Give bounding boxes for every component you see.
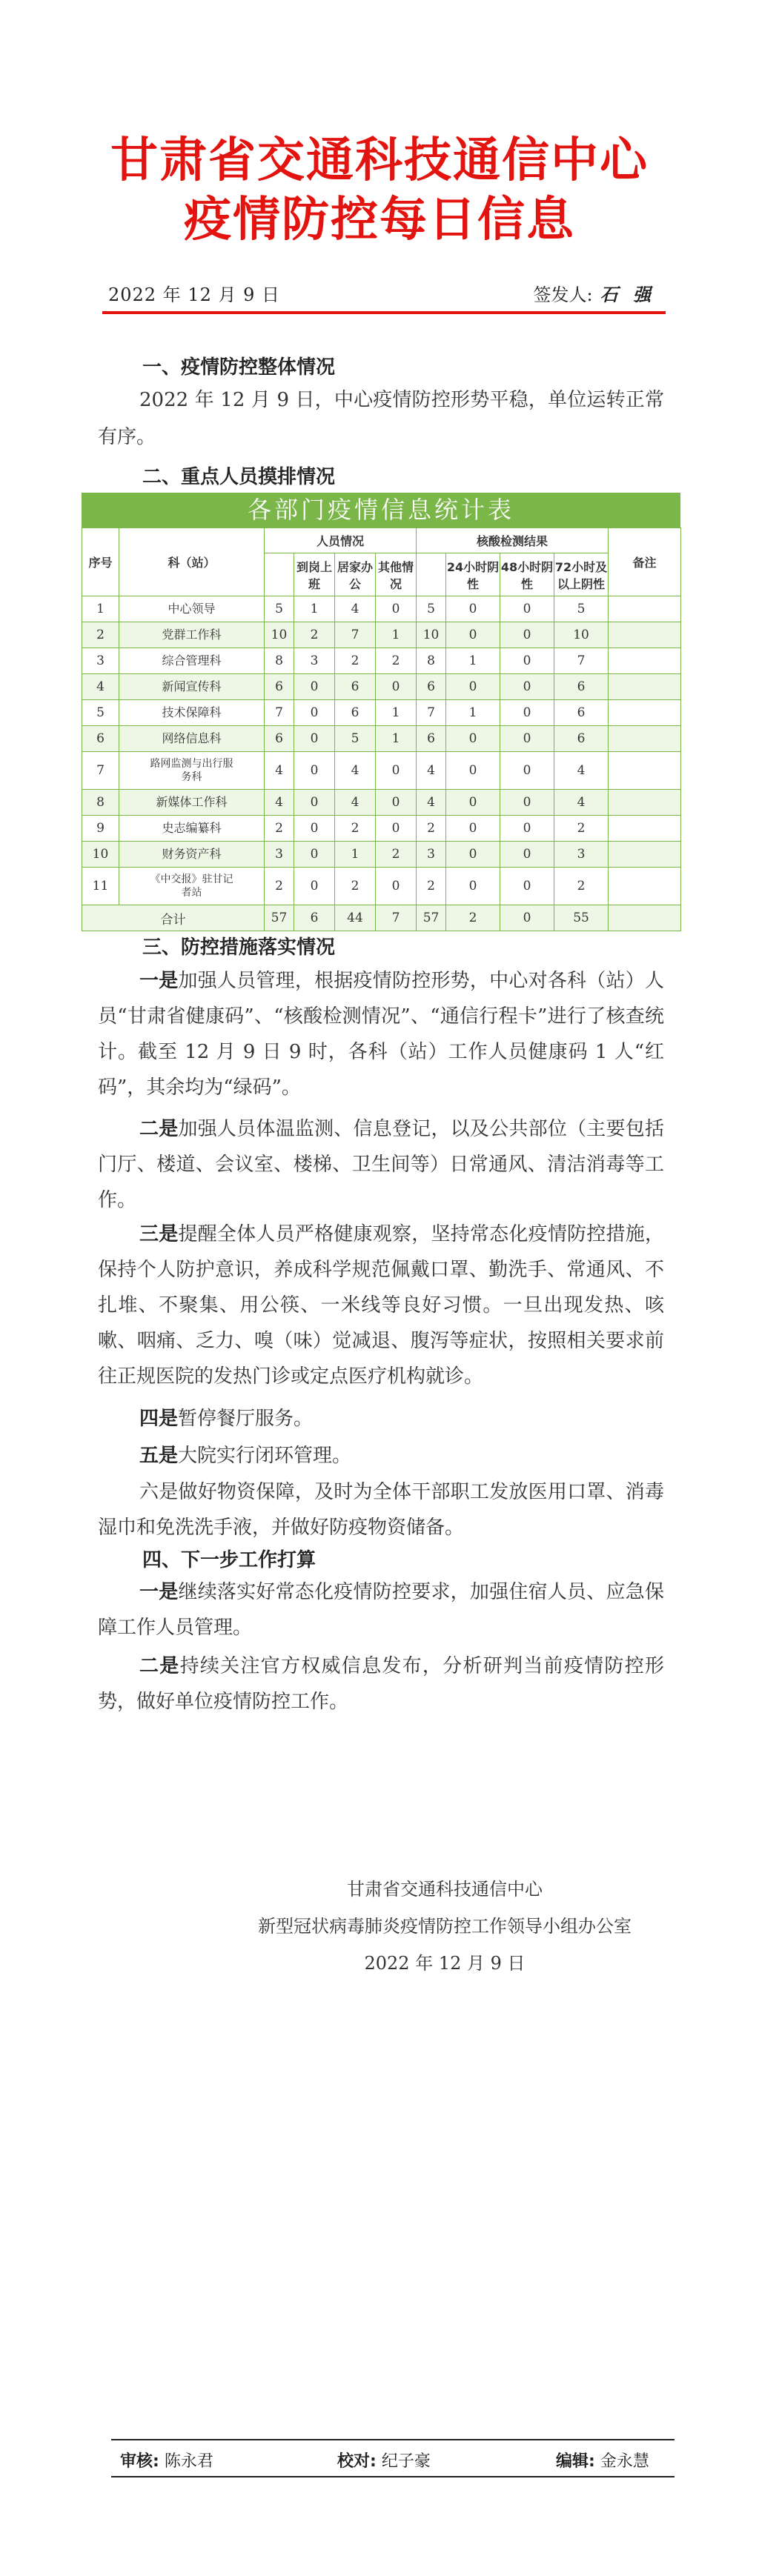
cell-remark xyxy=(609,596,681,622)
table-row xyxy=(82,816,681,842)
cell-tested: 8 xyxy=(417,648,446,674)
cell-tested: 6 xyxy=(417,674,446,700)
table-row xyxy=(82,674,681,700)
cell-h24: 0 xyxy=(446,726,500,752)
cell-other: 0 xyxy=(376,752,417,790)
cell-tested: 2 xyxy=(417,816,446,842)
measure-1-lead: 一是 xyxy=(139,970,179,992)
cell-h24: 0 xyxy=(446,674,500,700)
plan-1 xyxy=(98,1574,664,1645)
red-divider xyxy=(102,311,666,314)
cell-home: 5 xyxy=(335,726,376,752)
plan-2 xyxy=(98,1648,664,1720)
cell-h48: 0 xyxy=(500,648,554,674)
cell-tested: 3 xyxy=(417,842,446,868)
review-name: 陈永君 xyxy=(164,2452,213,2471)
cell-h48: 0 xyxy=(500,700,554,726)
plan-2-text: 持续关注官方权威信息发布，分析研判当前疫情防控形势，做好单位疫情防控工作。 xyxy=(98,1655,664,1713)
measure-1-text: 加强人员管理，根据疫情防控形势，中心对各科（站）人员“甘肃省健康码”、“核酸检测情况”、“通信行程卡”进行了核查统计。截至 12 月 9 日 9 时，各科（站）工作人员健康码 1 人“红码”，其余均为“绿码”。 xyxy=(98,970,664,1099)
review-label: 审核: xyxy=(120,2452,159,2471)
header-onsite: 到岗上班 xyxy=(294,553,335,596)
header-other: 其他情况 xyxy=(376,553,417,596)
cell-total: 2 xyxy=(265,816,294,842)
signer-name: 石 强 xyxy=(600,284,655,305)
cell-total-label: 合计 xyxy=(82,905,265,931)
cell-tested: 10 xyxy=(417,622,446,648)
measure-5-text: 大院实行闭环管理。 xyxy=(178,1445,352,1467)
cell-total: 5 xyxy=(265,596,294,622)
cell-other: 0 xyxy=(376,790,417,816)
cell-h24: 1 xyxy=(446,700,500,726)
cell-seq: 3 xyxy=(82,648,119,674)
cell-tested: 2 xyxy=(417,868,446,905)
cell-total: 3 xyxy=(265,842,294,868)
cell-home: 4 xyxy=(335,596,376,622)
cell-total: 4 xyxy=(265,790,294,816)
sign-org: 甘肃省交通科技通信中心 xyxy=(347,1879,543,1900)
table-title: 各部门疫情信息统计表 xyxy=(82,493,680,527)
cell-remark xyxy=(609,674,681,700)
cell-h24: 1 xyxy=(446,648,500,674)
cell-total: 6 xyxy=(265,674,294,700)
cell-total-home: 44 xyxy=(335,905,376,931)
cell-h24: 0 xyxy=(446,596,500,622)
measure-2-text: 加强人员体温监测、信息登记，以及公共部位（主要包括门厅、楼道、会议室、楼梯、卫生间等）日常通风、清洁消毒等工作。 xyxy=(98,1118,664,1211)
cell-onsite: 0 xyxy=(294,700,335,726)
statistics-grid xyxy=(82,527,681,931)
cell-onsite: 0 xyxy=(294,674,335,700)
cell-h48: 0 xyxy=(500,726,554,752)
cell-dept: 新闻宣传科 xyxy=(119,674,265,700)
cell-seq: 7 xyxy=(82,752,119,790)
cell-total-tested: 57 xyxy=(417,905,446,931)
cell-dept: 中心领导 xyxy=(119,596,265,622)
header-blank xyxy=(265,553,294,596)
measure-3-lead: 三是 xyxy=(139,1223,179,1245)
issue-info xyxy=(102,280,666,307)
table-row xyxy=(82,790,681,816)
cell-h72: 2 xyxy=(554,816,609,842)
cell-seq: 10 xyxy=(82,842,119,868)
measure-6 xyxy=(98,1474,664,1545)
cell-seq: 5 xyxy=(82,700,119,726)
cell-remark xyxy=(609,648,681,674)
measure-4 xyxy=(98,1400,664,1437)
sign-office: 新型冠状病毒肺炎疫情防控工作领导小组办公室 xyxy=(258,1916,632,1937)
title-line-1: 甘肃省交通科技通信中心 xyxy=(110,133,649,188)
cell-home: 4 xyxy=(335,752,376,790)
cell-h48: 0 xyxy=(500,596,554,622)
title-line-2: 疫情防控每日信息 xyxy=(184,193,575,247)
cell-h72: 6 xyxy=(554,726,609,752)
cell-home: 2 xyxy=(335,868,376,905)
proof-label: 校对: xyxy=(337,2452,377,2471)
cell-h24: 0 xyxy=(446,622,500,648)
footer xyxy=(111,2449,675,2474)
table-row xyxy=(82,622,681,648)
cell-h24: 0 xyxy=(446,752,500,790)
cell-dept: 史志编纂科 xyxy=(119,816,265,842)
cell-remark xyxy=(609,700,681,726)
cell-other: 1 xyxy=(376,700,417,726)
cell-home: 7 xyxy=(335,622,376,648)
measure-4-lead: 四是 xyxy=(139,1408,179,1430)
statistics-table xyxy=(82,493,680,931)
cell-home: 2 xyxy=(335,816,376,842)
cell-h72: 10 xyxy=(554,622,609,648)
plan-1-text: 继续落实好常态化疫情防控要求，加强住宿人员、应急保障工作人员管理。 xyxy=(98,1581,664,1639)
cell-total-onsite: 6 xyxy=(294,905,335,931)
header-48h: 48小时阴 性 xyxy=(500,553,554,596)
cell-onsite: 2 xyxy=(294,622,335,648)
measure-3-text: 提醒全体人员严格健康观察，坚持常态化疫情防控措施，保持个人防护意识，养成科学规范佩戴口罩、勤洗手、常通风、不扎堆、不聚集、用公筷、一米线等良好习惯。一旦出现发热、咳嗽、咽痛、乏力、嗅（味）觉减退、腹泻等症状，按照相关要求前往正规医院的发热门诊或定点医疗机构就诊。 xyxy=(98,1223,664,1388)
cell-onsite: 0 xyxy=(294,790,335,816)
cell-other: 0 xyxy=(376,596,417,622)
measure-2 xyxy=(98,1111,664,1218)
header-test-group: 核酸检测结果 xyxy=(417,528,609,553)
cell-total-h24: 2 xyxy=(446,905,500,931)
table-body xyxy=(82,596,681,931)
cell-tested: 6 xyxy=(417,726,446,752)
section-4-heading: 四、下一步工作打算 xyxy=(142,1549,316,1571)
proof-name: 纪子豪 xyxy=(381,2452,431,2471)
cell-h48: 0 xyxy=(500,868,554,905)
cell-dept: 综合管理科 xyxy=(119,648,265,674)
cell-onsite: 1 xyxy=(294,596,335,622)
cell-seq: 11 xyxy=(82,868,119,905)
cell-h24: 0 xyxy=(446,790,500,816)
table-row xyxy=(82,596,681,622)
cell-total-remark xyxy=(609,905,681,931)
cell-home: 6 xyxy=(335,700,376,726)
cell-other: 1 xyxy=(376,622,417,648)
section-3-heading: 三、防控措施落实情况 xyxy=(142,936,336,959)
measure-5 xyxy=(98,1437,664,1474)
cell-h72: 7 xyxy=(554,648,609,674)
cell-h24: 0 xyxy=(446,868,500,905)
cell-total-h72: 55 xyxy=(554,905,609,931)
cell-dept: 财务资产科 xyxy=(119,842,265,868)
cell-dept: 技术保障科 xyxy=(119,700,265,726)
cell-remark xyxy=(609,868,681,905)
cell-total-total: 57 xyxy=(265,905,294,931)
cell-home: 4 xyxy=(335,790,376,816)
measure-5-lead: 五是 xyxy=(139,1445,179,1467)
cell-onsite: 0 xyxy=(294,816,335,842)
cell-remark xyxy=(609,752,681,790)
header-dept: 科（站） xyxy=(119,528,265,596)
cell-h72: 4 xyxy=(554,752,609,790)
cell-h72: 3 xyxy=(554,842,609,868)
cell-remark xyxy=(609,816,681,842)
cell-h48: 0 xyxy=(500,790,554,816)
footer-top-rule xyxy=(111,2439,675,2440)
table-row xyxy=(82,648,681,674)
cell-seq: 2 xyxy=(82,622,119,648)
cell-total: 7 xyxy=(265,700,294,726)
cell-h72: 2 xyxy=(554,868,609,905)
table-total-row xyxy=(82,905,681,931)
section-1-text: 2022 年 12 月 9 日，中心疫情防控形势平稳，单位运转正常有序。 xyxy=(98,389,664,448)
cell-other: 1 xyxy=(376,726,417,752)
table-row xyxy=(82,842,681,868)
cell-other: 0 xyxy=(376,674,417,700)
cell-home: 6 xyxy=(335,674,376,700)
cell-total: 4 xyxy=(265,752,294,790)
cell-h72: 4 xyxy=(554,790,609,816)
issue-date: 2022 年 12 月 9 日 xyxy=(108,284,281,305)
measure-3 xyxy=(98,1217,664,1394)
measure-4-text: 暂停餐厅服务。 xyxy=(178,1408,314,1430)
cell-h72: 6 xyxy=(554,700,609,726)
cell-tested: 4 xyxy=(417,790,446,816)
cell-h48: 0 xyxy=(500,816,554,842)
sign-date: 2022 年 12 月 9 日 xyxy=(364,1953,526,1974)
signer-label: 签发人: xyxy=(533,284,593,305)
cell-tested: 5 xyxy=(417,596,446,622)
section-2-heading: 二、重点人员摸排情况 xyxy=(142,466,336,488)
cell-onsite: 0 xyxy=(294,868,335,905)
cell-onsite: 0 xyxy=(294,752,335,790)
cell-remark xyxy=(609,790,681,816)
signer xyxy=(534,280,655,306)
cell-h72: 5 xyxy=(554,596,609,622)
table-row xyxy=(82,868,681,905)
plan-2-lead: 二是 xyxy=(139,1655,180,1677)
cell-h48: 0 xyxy=(500,752,554,790)
cell-h24: 0 xyxy=(446,816,500,842)
cell-home: 1 xyxy=(335,842,376,868)
cell-total: 6 xyxy=(265,726,294,752)
cell-dept: 网络信息科 xyxy=(119,726,265,752)
cell-tested: 4 xyxy=(417,752,446,790)
cell-seq: 9 xyxy=(82,816,119,842)
cell-other: 0 xyxy=(376,868,417,905)
cell-h24: 0 xyxy=(446,842,500,868)
table-row xyxy=(82,752,681,790)
cell-remark xyxy=(609,842,681,868)
cell-h72: 6 xyxy=(554,674,609,700)
header-staff-group: 人员情况 xyxy=(265,528,417,553)
cell-h48: 0 xyxy=(500,622,554,648)
cell-total: 8 xyxy=(265,648,294,674)
cell-total: 2 xyxy=(265,868,294,905)
header-blank xyxy=(417,553,446,596)
cell-seq: 8 xyxy=(82,790,119,816)
header-remark: 备注 xyxy=(609,528,681,596)
measure-6-text: 六是做好物资保障，及时为全体干部职工发放医用口罩、消毒湿巾和免洗洗手液，并做好防疫物资储备。 xyxy=(98,1481,664,1539)
cell-remark xyxy=(609,622,681,648)
edit-label: 编辑: xyxy=(556,2452,595,2471)
cell-dept: 《中交报》驻甘记者站 xyxy=(119,868,265,905)
cell-seq: 6 xyxy=(82,726,119,752)
header-24h: 24小时阴 性 xyxy=(446,553,500,596)
cell-total-h48: 0 xyxy=(500,905,554,931)
cell-dept: 党群工作科 xyxy=(119,622,265,648)
cell-onsite: 3 xyxy=(294,648,335,674)
cell-other: 0 xyxy=(376,816,417,842)
cell-h48: 0 xyxy=(500,674,554,700)
edit-name: 金永慧 xyxy=(600,2452,649,2471)
cell-dept: 路网监测与出行服务科 xyxy=(119,752,265,790)
cell-tested: 7 xyxy=(417,700,446,726)
header-seq: 序号 xyxy=(82,528,119,596)
footer-bottom-rule xyxy=(111,2476,675,2477)
cell-h48: 0 xyxy=(500,842,554,868)
cell-total: 10 xyxy=(265,622,294,648)
cell-other: 2 xyxy=(376,842,417,868)
table-row xyxy=(82,726,681,752)
cell-onsite: 0 xyxy=(294,842,335,868)
header-72h: 72小时及以上阴性 xyxy=(554,553,609,596)
cell-remark xyxy=(609,726,681,752)
table-row xyxy=(82,700,681,726)
cell-seq: 4 xyxy=(82,674,119,700)
section-1-heading: 一、疫情防控整体情况 xyxy=(142,356,336,379)
measure-2-lead: 二是 xyxy=(139,1118,179,1140)
header-home: 居家办公 xyxy=(335,553,376,596)
cell-home: 2 xyxy=(335,648,376,674)
cell-dept: 新媒体工作科 xyxy=(119,790,265,816)
cell-total-other: 7 xyxy=(376,905,417,931)
cell-seq: 1 xyxy=(82,596,119,622)
cell-onsite: 0 xyxy=(294,726,335,752)
cell-other: 2 xyxy=(376,648,417,674)
measure-1 xyxy=(98,963,664,1105)
plan-1-lead: 一是 xyxy=(139,1581,179,1603)
